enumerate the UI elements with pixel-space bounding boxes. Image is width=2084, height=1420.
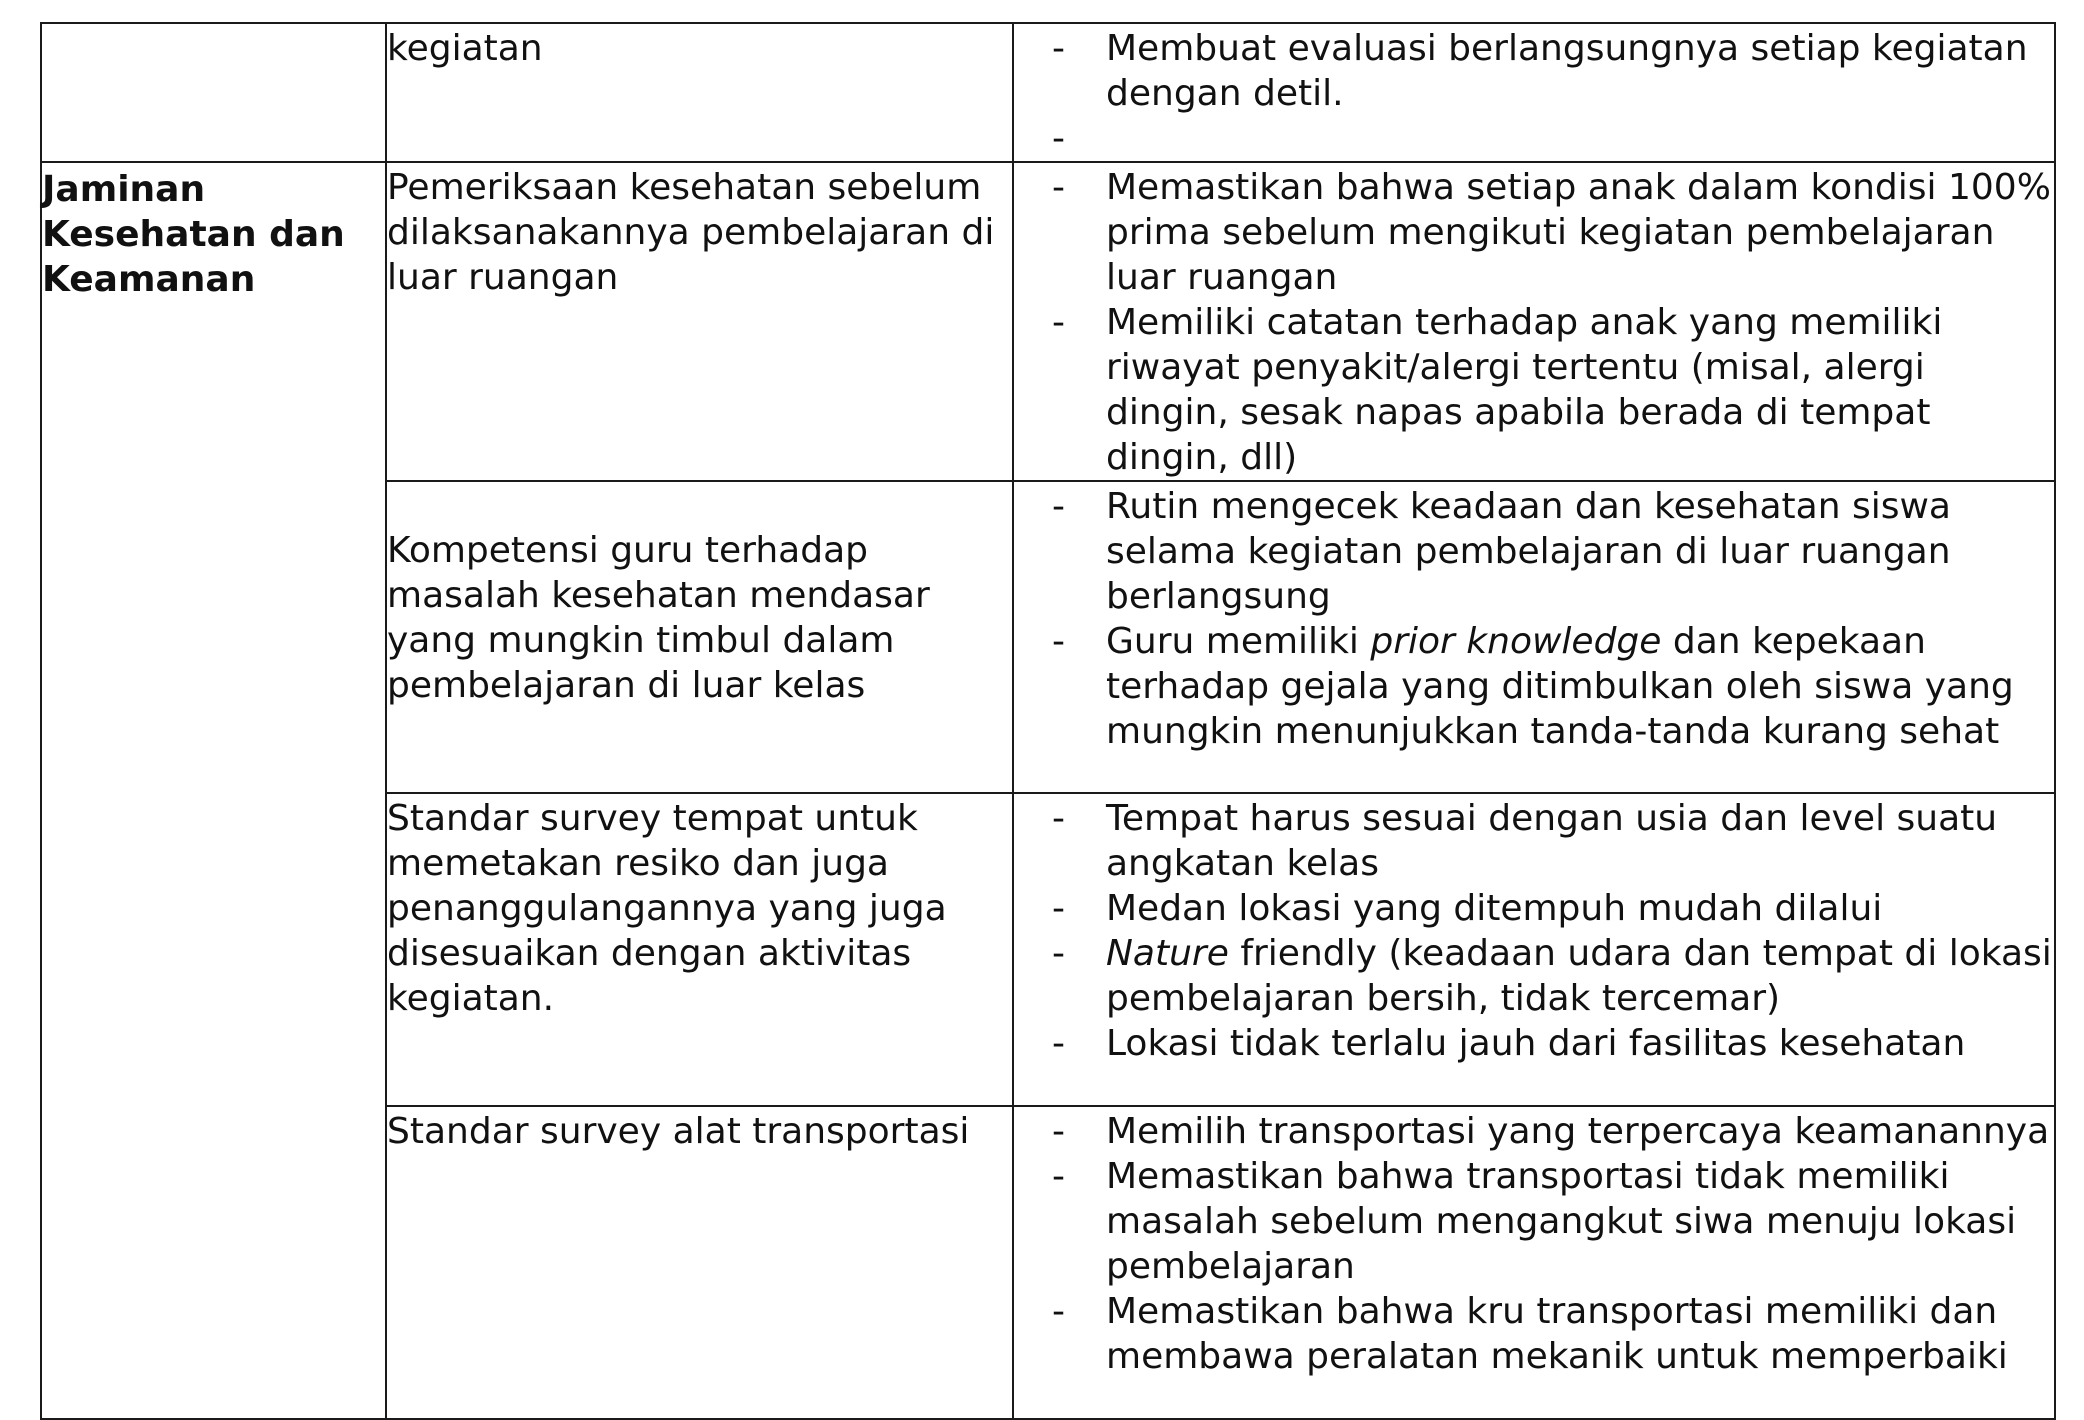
- indicator-cell: [1013, 1106, 2055, 1419]
- list-item: - Nature friendly (keadaan udara dan tempat di lokasi pembelajaran bersih, tidak tercemar): [1052, 933, 2052, 1019]
- list-item: - Rutin mengecek keadaan dan kesehatan siswa selama kegiatan pembelajaran di luar ruangan berlangsung: [1052, 486, 1951, 617]
- aspect-text: Pemeriksaan kesehatan sebelum dilaksanakannya pembelajaran di luar ruangan: [387, 167, 995, 298]
- indicator-list: [1014, 484, 2054, 754]
- aspect-cell: [386, 23, 1013, 162]
- list-item: - Memastikan bahwa kru transportasi memiliki dan membawa peralatan mekanik untuk memperbaiki: [1052, 1291, 2008, 1377]
- aspect-text: Kompetensi guru terhadap masalah kesehatan mendasar yang mungkin timbul dalam pembelajaran di luar kelas: [387, 530, 930, 706]
- list-item: - Guru memiliki prior knowledge dan kepekaan terhadap gejala yang ditimbulkan oleh siswa yang mungkin menunjukkan tanda-tanda kurang sehat: [1052, 621, 2014, 752]
- aspect-cell: [386, 793, 1013, 1106]
- indicator-cell: [1013, 162, 2055, 481]
- indicator-cell: [1013, 23, 2055, 162]
- indicator-list: [1014, 165, 2054, 480]
- aspect-text: Standar survey alat transportasi: [387, 1111, 970, 1152]
- list-item: - Tempat harus sesuai dengan usia dan level suatu angkatan kelas: [1052, 798, 1998, 884]
- criterion-cell: [41, 162, 386, 1419]
- indicator-list: [1014, 1109, 2054, 1379]
- list-item: - Lokasi tidak terlalu jauh dari fasilitas kesehatan: [1052, 1023, 1966, 1064]
- assessment-table: [40, 22, 2056, 1420]
- criterion-heading: Jaminan Kesehatan dan Keamanan: [42, 169, 345, 300]
- indicator-list: [1014, 26, 2054, 161]
- aspect-cell: [386, 481, 1013, 793]
- indicator-list: [1014, 796, 2054, 1066]
- indicator-cell: [1013, 793, 2055, 1106]
- list-item: - Memastikan bahwa transportasi tidak memiliki masalah sebelum mengangkut siwa menuju lokasi pembelajaran: [1052, 1156, 2017, 1287]
- criterion-cell-empty: [41, 23, 386, 162]
- list-item: - Memiliki catatan terhadap anak yang memiliki riwayat penyakit/alergi tertentu (misal, alergi dingin, sesak napas apabila berada di tempat dingin, dll): [1052, 302, 1943, 478]
- aspect-cell: [386, 1106, 1013, 1419]
- aspect-text: kegiatan: [387, 28, 543, 69]
- list-item: - Memilih transportasi yang terpercaya keamanannya: [1052, 1111, 2050, 1152]
- aspect-text: Standar survey tempat untuk memetakan resiko dan juga penanggulangannya yang juga disesuaikan dengan aktivitas kegiatan.: [387, 798, 947, 1019]
- table-row: [41, 23, 2055, 162]
- list-item: - Membuat evaluasi berlangsungnya setiap kegiatan dengan detil.: [1052, 28, 2028, 114]
- indicator-cell: [1013, 481, 2055, 793]
- list-item: -: [1052, 118, 1065, 159]
- aspect-cell: [386, 162, 1013, 481]
- table-row: [41, 162, 2055, 481]
- list-item: - Medan lokasi yang ditempuh mudah dilalui: [1052, 888, 1883, 929]
- list-item: - Memastikan bahwa setiap anak dalam kondisi 100% prima sebelum mengikuti kegiatan pembelajaran luar ruangan: [1052, 167, 2051, 298]
